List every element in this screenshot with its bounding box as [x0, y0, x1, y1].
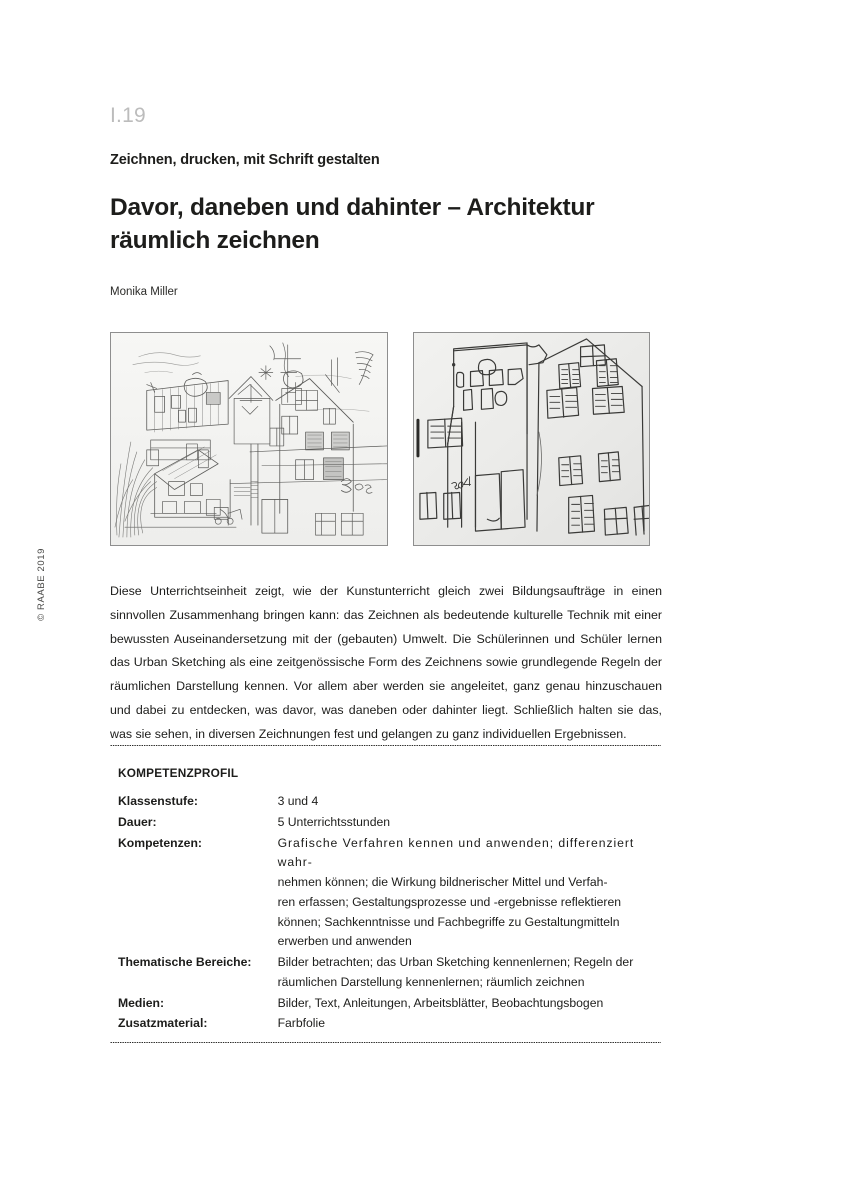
table-row	[118, 953, 663, 994]
divider-bottom	[110, 1042, 661, 1043]
table-row	[118, 834, 663, 954]
row-label: Thematische Bereiche:	[118, 955, 252, 970]
table-row	[118, 1014, 663, 1035]
row-value	[278, 1014, 663, 1035]
value-line: können; Sachkenntnisse und Fachbegriffe zu Gestaltungmitteln	[277, 914, 620, 929]
series-title: Zeichnen, drucken, mit Schrift gestalten	[110, 152, 380, 168]
row-label: Zusatzmaterial:	[118, 1016, 208, 1031]
value-line: Bilder, Text, Anleitungen, Arbeitsblätter, Beobachtungsbogen	[277, 995, 604, 1010]
figure-urban-sketch-detailed	[110, 332, 388, 546]
copyright-notice: © RAABE 2019	[36, 548, 47, 621]
value-line: räumlichen Darstellung kennenlernen; räumlich zeichnen	[277, 974, 585, 989]
value-line: 3 und 4	[277, 794, 319, 808]
row-value	[278, 813, 663, 834]
row-label: Kompetenzen:	[118, 835, 202, 850]
competency-profile-heading: KOMPETENZPROFIL	[118, 766, 239, 780]
row-value	[278, 994, 663, 1015]
row-label: Klassenstufe:	[118, 794, 198, 808]
author-name: Monika Miller	[110, 286, 178, 298]
row-label: Dauer:	[118, 814, 157, 829]
table-row	[118, 994, 663, 1015]
value-line: erwerben und anwenden	[277, 934, 412, 949]
competency-profile-table	[118, 792, 663, 1035]
competency-profile-body	[118, 792, 663, 1035]
value-line: Grafische Verfahren kennen und anwenden; differenziert wahr-	[277, 835, 635, 870]
value-line: Bilder betrachten; das Urban Sketching kennenlernen; Regeln der	[277, 955, 634, 970]
page-title: Davor, daneben und dahinter – Architektur räumlich zeichnen	[110, 194, 595, 254]
value-line: 5 Unterrichtsstunden	[277, 814, 391, 829]
row-label: Medien:	[118, 995, 165, 1010]
row-value	[278, 834, 663, 954]
divider-top	[110, 745, 661, 746]
row-value	[278, 792, 663, 813]
intro-paragraph: Diese Unterrichtseinheit zeigt, wie der Kunstunterricht gleich zwei Bildungsaufträge in einen sinnvollen Zusammenhang bringen kann: das Zeichnen als bedeutende kulturelle Technik mit einer bewussten Auseinandersetzung mit der (gebauten) Umwelt. Die Schülerinnen und Schüler lernen das Urban Sketching als eine zeitgenössische Form des Zeichnens sowie grundlegende Regeln der räumlichen Darstellung kennen. Vor allem aber werden sie angeleitet, ganz genau hinzuschauen und dabei zu entdecken, was davor, was daneben oder dahinter liegt. Schließlich halten sie das, was sie sehen, in diversen Zeichnungen fest und gelangen zu ganz individuellen Ergebnissen.	[110, 584, 662, 741]
chapter-label: I.19	[110, 104, 146, 127]
row-value	[278, 953, 663, 994]
value-line: nehmen können; die Wirkung bildnerischer Mittel und Verfah-	[277, 875, 608, 890]
table-row	[118, 792, 663, 813]
value-line: Farbfolie	[277, 1016, 325, 1031]
figure-urban-sketch-simple	[413, 332, 650, 546]
sketch-houses-simple	[414, 333, 649, 545]
value-line: ren erfassen; Gestaltungsprozesse und -ergebnisse reflektieren	[277, 894, 622, 909]
table-row	[118, 813, 663, 834]
sketch-houses-detailed	[111, 333, 387, 545]
